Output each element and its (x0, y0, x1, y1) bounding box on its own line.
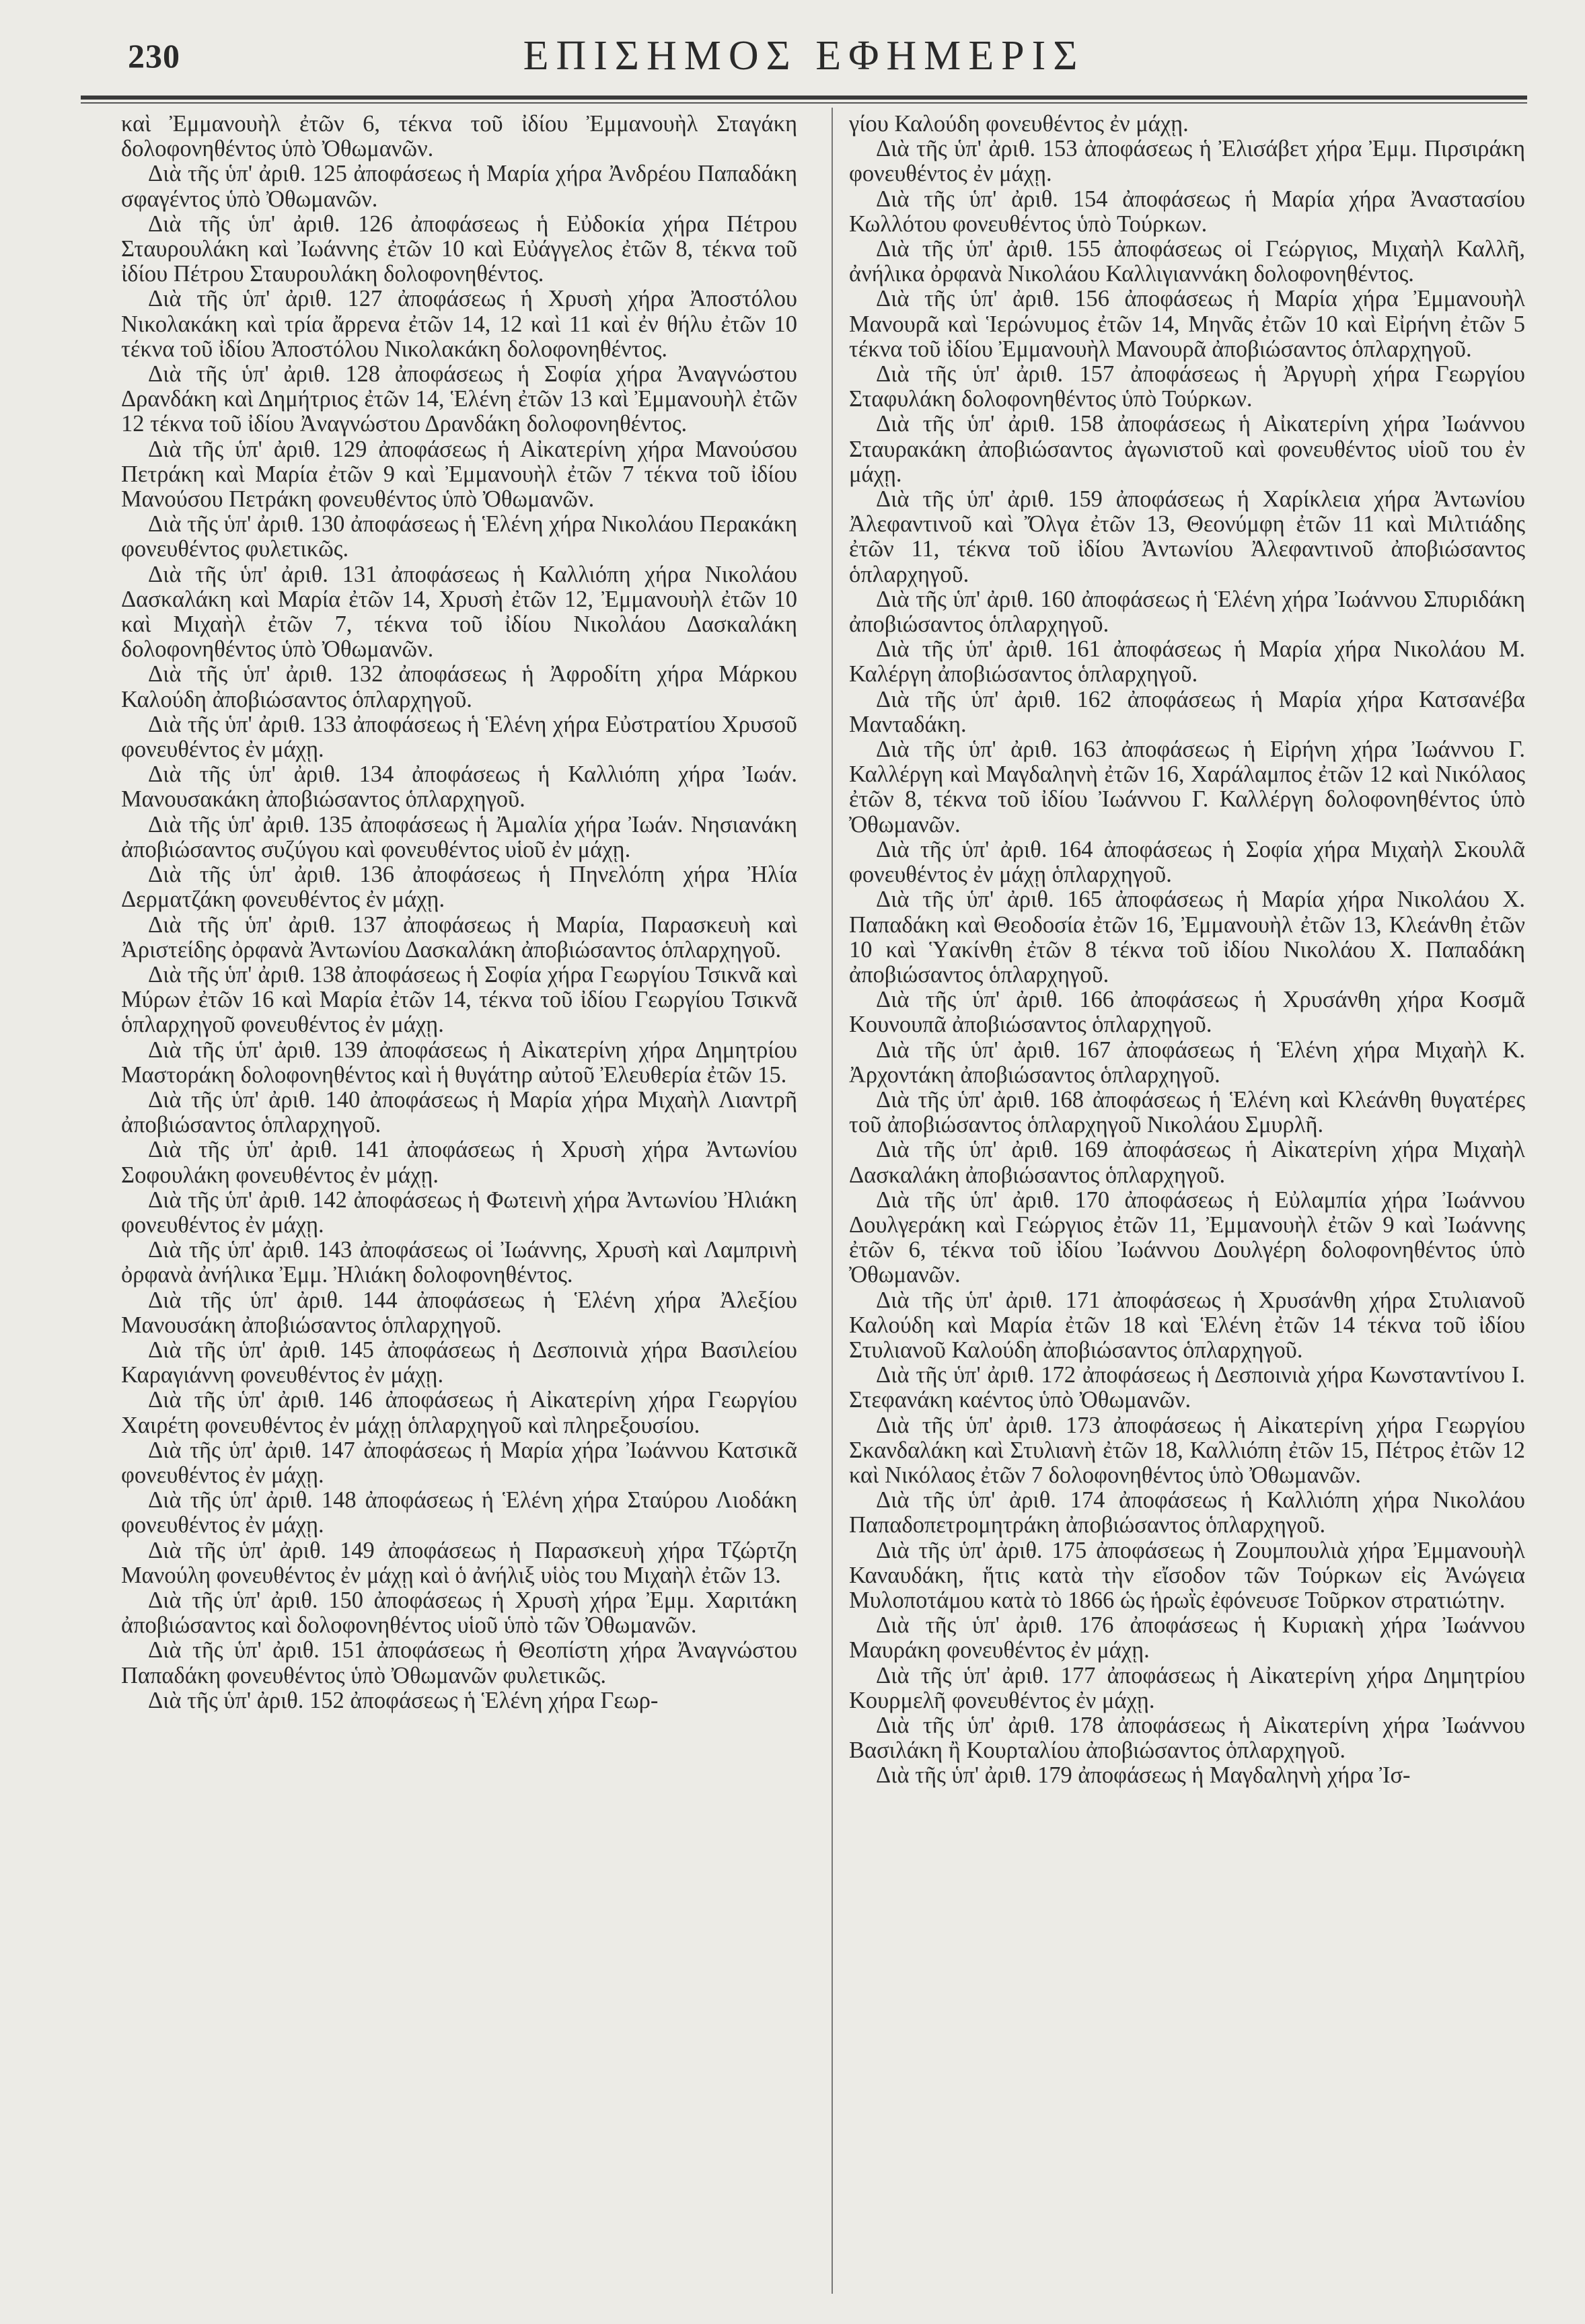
paragraph: Διὰ τῆς ὑπ' ἀριθ. 147 ἀποφάσεως ἡ Μαρία χήρα Ἰωάννου Κατσικᾶ φονευθέντος ἐν μάχῃ. (121, 1437, 797, 1488)
paragraph: Διὰ τῆς ὑπ' ἀριθ. 139 ἀποφάσεως ἡ Αἰκατερίνη χήρα Δημητρίου Μαστοράκη δολοφονηθέντος καὶ ἡ θυγάτηρ αὐτοῦ Ἐλευθερία ἐτῶν 15. (121, 1037, 797, 1088)
paragraph: Διὰ τῆς ὑπ' ἀριθ. 146 ἀποφάσεως ἡ Αἰκατερίνη χήρα Γεωργίου Χαιρέτη φονευθέντος ἐν μάχῃ ὁπλαρχηγοῦ καὶ πληρεξουσίου. (121, 1387, 797, 1438)
paragraph: Διὰ τῆς ὑπ' ἀριθ. 136 ἀποφάσεως ἡ Πηνελόπη χήρα Ἠλία Δερματζάκη φονευθέντος ἐν μάχῃ. (121, 862, 797, 913)
paragraph: Διὰ τῆς ὑπ' ἀριθ. 145 ἀποφάσεως ἡ Δεσποινιὰ χήρα Βασιλείου Καραγιάννη φονευθέντος ἐν μάχῃ. (121, 1337, 797, 1388)
paragraph: Διὰ τῆς ὑπ' ἀριθ. 128 ἀποφάσεως ἡ Σοφία χήρα Ἀναγνώστου Δρανδάκη καὶ Δημήτριος ἐτῶν 14, Ἑλένη ἐτῶν 13 καὶ Ἐμμανουὴλ ἐτῶν 12 τέκνα τοῦ ἰδίου Ἀναγνώστου Δρανδάκη δολοφονηθέντος. (121, 361, 797, 437)
paragraph: Διὰ τῆς ὑπ' ἀριθ. 163 ἀποφάσεως ἡ Εἰρήνη χήρα Ἰωάννου Γ. Καλλέργη καὶ Μαγδαληνὴ ἐτῶν 16, Χαράλαμπος ἐτῶν 12 καὶ Νικόλαος ἐτῶν 8, τέκνα τοῦ ἰδίου Ἰωάννου Γ. Καλλέργη δολοφονηθέντος ὑπὸ Ὀθωμανῶν. (849, 737, 1525, 837)
paragraph: Διὰ τῆς ὑπ' ἀριθ. 143 ἀποφάσεως οἱ Ἰωάννης, Χρυσὴ καὶ Λαμπρινὴ ὀρφανὰ ἀνήλικα Ἐμμ. Ἠλιάκη δολοφονηθέντος. (121, 1237, 797, 1288)
paragraph: Διὰ τῆς ὑπ' ἀριθ. 150 ἀποφάσεως ἡ Χρυσὴ χήρα Ἐμμ. Χαριτάκη ἀποβιώσαντος καὶ δολοφονηθέντος υἱοῦ ὑπὸ τῶν Ὀθωμανῶν. (121, 1587, 797, 1639)
paragraph: Διὰ τῆς ὑπ' ἀριθ. 156 ἀποφάσεως ἡ Μαρία χήρα Ἐμμανουὴλ Μανουρᾶ καὶ Ἱερώνυμος ἐτῶν 14, Μηνᾶς ἐτῶν 10 καὶ Εἰρήνη ἐτῶν 5 τέκνα τοῦ ἰδίου Ἐμμανουὴλ Μανουρᾶ ἀποβιώσαντος ὁπλαρχηγοῦ. (849, 286, 1525, 362)
paragraph: Διὰ τῆς ὑπ' ἀριθ. 162 ἀποφάσεως ἡ Μαρία χήρα Κατσανέβα Μανταδάκη. (849, 686, 1525, 737)
paragraph: Διὰ τῆς ὑπ' ἀριθ. 129 ἀποφάσεως ἡ Αἰκατερίνη χήρα Μανούσου Πετράκη καὶ Μαρία ἐτῶν 9 καὶ Ἐμμανουὴλ ἐτῶν 7 τέκνα τοῦ ἰδίου Μανούσου Πετράκη φονευθέντος ὑπὸ Ὀθωμανῶν. (121, 436, 797, 513)
page-header (81, 20, 1527, 94)
paragraph: Διὰ τῆς ὑπ' ἀριθ. 165 ἀποφάσεως ἡ Μαρία χήρα Νικολάου Χ. Παπαδάκη καὶ Θεοδοσία ἐτῶν 16, Ἐμμανουὴλ ἐτῶν 13, Κλεάνθη ἐτῶν 10 καὶ Ὑακίνθη ἐτῶν 8 τέκνα τοῦ ἰδίου Νικολάου Χ. Παπαδάκη ἀποβιώσαντος ὁπλαρχηγοῦ. (849, 887, 1525, 987)
paragraph: Διὰ τῆς ὑπ' ἀριθ. 176 ἀποφάσεως ἡ Κυριακὴ χήρα Ἰωάννου Μαυράκη φονευθέντος ἐν μάχῃ. (849, 1612, 1525, 1663)
paragraph: Διὰ τῆς ὑπ' ἀριθ. 138 ἀποφάσεως ἡ Σοφία χήρα Γεωργίου Τσικνᾶ καὶ Μύρων ἐτῶν 16 καὶ Μαρία ἐτῶν 14, τέκνα τοῦ ἰδίου Γεωργίου Τσικνᾶ ὁπλαρχηγοῦ φονευθέντος ἐν μάχῃ. (121, 961, 797, 1038)
paragraph: καὶ Ἐμμανουὴλ ἐτῶν 6, τέκνα τοῦ ἰδίου Ἐμμανουὴλ Σταγάκη δολοφονηθέντος ὑπὸ Ὀθωμανῶν. (121, 111, 797, 162)
column-divider (832, 108, 833, 2294)
paragraph: Διὰ τῆς ὑπ' ἀριθ. 125 ἀποφάσεως ἡ Μαρία χήρα Ἀνδρέου Παπαδάκη σφαγέντος ὑπὸ Ὀθωμανῶν. (121, 161, 797, 212)
paragraph: Διὰ τῆς ὑπ' ἀριθ. 159 ἀποφάσεως ἡ Χαρίκλεια χήρα Ἀντωνίου Ἀλεφαντινοῦ καὶ Ὄλγα ἐτῶν 13, Θεονύμφη ἐτῶν 11 καὶ Μιλτιάδης ἐτῶν 11, τέκνα τοῦ ἰδίου Ἀντωνίου Ἀλεφαντινοῦ ἀποβιώσαντος ὁπλαρχηγοῦ. (849, 486, 1525, 587)
paragraph: Διὰ τῆς ὑπ' ἀριθ. 144 ἀποφάσεως ἡ Ἑλένη χήρα Ἀλεξίου Μανουσάκη ἀποβιώσαντος ὁπλαρχηγοῦ. (121, 1287, 797, 1338)
paragraph: Διὰ τῆς ὑπ' ἀριθ. 158 ἀποφάσεως ἡ Αἰκατερίνη χήρα Ἰωάννου Σταυρακάκη ἀποβιώσαντος ἀγωνιστοῦ καὶ φονευθέντος υἱοῦ του ἐν μάχῃ. (849, 411, 1525, 487)
paragraph: Διὰ τῆς ὑπ' ἀριθ. 151 ἀποφάσεως ἡ Θεοπίστη χήρα Ἀναγνώστου Παπαδάκη φονευθέντος ὑπὸ Ὀθωμανῶν φυλετικῶς. (121, 1637, 797, 1688)
paragraph: Διὰ τῆς ὑπ' ἀριθ. 127 ἀποφάσεως ἡ Χρυσὴ χήρα Ἀποστόλου Νικολακάκη καὶ τρία ἄρρενα ἐτῶν 14, 12 καὶ 11 καὶ ἐν θήλυ ἐτῶν 10 τέκνα τοῦ ἰδίου Ἀποστόλου Νικολακάκη δολοφονηθέντος. (121, 286, 797, 362)
paragraph: Διὰ τῆς ὑπ' ἀριθ. 126 ἀποφάσεως ἡ Εὐδοκία χήρα Πέτρου Σταυρουλάκη καὶ Ἰωάννης ἐτῶν 10 καὶ Εὐάγγελος ἐτῶν 8, τέκνα τοῦ ἰδίου Πέτρου Σταυρουλάκη δολοφονηθέντος. (121, 211, 797, 287)
right-column (849, 112, 1525, 1789)
paragraph: Διὰ τῆς ὑπ' ἀριθ. 157 ἀποφάσεως ἡ Ἀργυρὴ χήρα Γεωργίου Σταφυλάκη δολοφονηθέντος ὑπὸ Τούρκων. (849, 361, 1525, 412)
paragraph: Διὰ τῆς ὑπ' ἀριθ. 169 ἀποφάσεως ἡ Αἰκατερίνη χήρα Μιχαὴλ Δασκαλάκη ἀποβιώσαντος ὁπλαρχηγοῦ. (849, 1137, 1525, 1188)
paragraph: Διὰ τῆς ὑπ' ἀριθ. 177 ἀποφάσεως ἡ Αἰκατερίνη χήρα Δημητρίου Κουρμελῆ φονευθέντος ἐν μάχῃ. (849, 1662, 1525, 1713)
header-rule-thin (81, 102, 1527, 104)
paragraph: Διὰ τῆς ὑπ' ἀριθ. 168 ἀποφάσεως ἡ Ἑλένη καὶ Κλεάνθη θυγατέρες τοῦ ἀποβιώσαντος ὁπλαρχηγοῦ Νικολάου Σμυρλῆ. (849, 1086, 1525, 1138)
paragraph: Διὰ τῆς ὑπ' ἀριθ. 142 ἀποφάσεως ἡ Φωτεινὴ χήρα Ἀντωνίου Ἠλιάκη φονευθέντος ἐν μάχῃ. (121, 1187, 797, 1238)
paragraph: γίου Καλούδη φονευθέντος ἐν μάχῃ. (849, 111, 1189, 137)
paragraph: Διὰ τῆς ὑπ' ἀριθ. 134 ἀποφάσεως ἡ Καλλιόπη χήρα Ἰωάν. Μανουσακάκη ἀποβιώσαντος ὁπλαρχηγοῦ. (121, 761, 797, 813)
paragraph: Διὰ τῆς ὑπ' ἀριθ. 140 ἀποφάσεως ἡ Μαρία χήρα Μιχαὴλ Λιαντρῆ ἀποβιώσαντος ὁπλαρχηγοῦ. (121, 1086, 797, 1138)
paragraph: Διὰ τῆς ὑπ' ἀριθ. 137 ἀποφάσεως ἡ Μαρία, Παρασκευὴ καὶ Ἀριστείδης ὀρφανὰ Ἀντωνίου Δασκαλάκη ἀποβιώσαντος ὁπλαρχηγοῦ. (121, 911, 797, 963)
paragraph: Διὰ τῆς ὑπ' ἀριθ. 148 ἀποφάσεως ἡ Ἑλένη χήρα Σταύρου Λιοδάκη φονευθέντος ἐν μάχῃ. (121, 1487, 797, 1538)
paragraph: Διὰ τῆς ὑπ' ἀριθ. 173 ἀποφάσεως ἡ Αἰκατερίνη χήρα Γεωργίου Σκανδαλάκη καὶ Στυλιανὴ ἐτῶν 18, Καλλιόπη ἐτῶν 15, Πέτρος ἐτῶν 12 καὶ Νικόλαος ἐτῶν 7 δολοφονηθέντος ὑπὸ Ὀθωμανῶν. (849, 1412, 1525, 1488)
paragraph: Διὰ τῆς ὑπ' ἀριθ. 160 ἀποφάσεως ἡ Ἑλένη χήρα Ἰωάννου Σπυριδάκη ἀποβιώσαντος ὁπλαρχηγοῦ. (849, 586, 1525, 638)
paragraph: Διὰ τῆς ὑπ' ἀριθ. 152 ἀποφάσεως ἡ Ἑλένη χήρα Γεωρ- (148, 1687, 659, 1713)
paragraph: Διὰ τῆς ὑπ' ἀριθ. 141 ἀποφάσεως ἡ Χρυσὴ χήρα Ἀντωνίου Σοφουλάκη φονευθέντος ἐν μάχῃ. (121, 1137, 797, 1188)
paragraph: Διὰ τῆς ὑπ' ἀριθ. 153 ἀποφάσεως ἡ Ἐλισάβετ χήρα Ἐμμ. Πιρσιράκη φονευθέντος ἐν μάχῃ. (849, 136, 1525, 187)
paragraph: Διὰ τῆς ὑπ' ἀριθ. 174 ἀποφάσεως ἡ Καλλιόπη χήρα Νικολάου Παπαδοπετρομητράκη ἀποβιώσαντος ὁπλαρχηγοῦ. (849, 1487, 1525, 1538)
paragraph: Διὰ τῆς ὑπ' ἀριθ. 170 ἀποφάσεως ἡ Εὐλαμπία χήρα Ἰωάννου Δουλγεράκη καὶ Γεώργιος ἐτῶν 11, Ἐμμανουὴλ ἐτῶν 9 καὶ Ἰωάννης ἐτῶν 6, τέκνα τοῦ ἰδίου Ἰωάννου Δουλγέρη δολοφονηθέντος ὑπὸ Ὀθωμανῶν. (849, 1187, 1525, 1288)
paragraph: Διὰ τῆς ὑπ' ἀριθ. 171 ἀποφάσεως ἡ Χρυσάνθη χήρα Στυλιανοῦ Καλούδη καὶ Μαρία ἐτῶν 18 καὶ Ἑλένη ἐτῶν 14 τέκνα τοῦ ἰδίου Στυλιανοῦ Καλούδη ἀποβιώσαντος ὁπλαρχηγοῦ. (849, 1287, 1525, 1363)
paragraph: Διὰ τῆς ὑπ' ἀριθ. 154 ἀποφάσεως ἡ Μαρία χήρα Ἀναστασίου Κωλλότου φονευθέντος ὑπὸ Τούρκων. (849, 186, 1525, 237)
page-number: 230 (128, 37, 180, 75)
paragraph: Διὰ τῆς ὑπ' ἀριθ. 133 ἀποφάσεως ἡ Ἑλένη χήρα Εὐστρατίου Χρυσοῦ φονευθέντος ἐν μάχῃ. (121, 711, 797, 763)
paragraph: Διὰ τῆς ὑπ' ἀριθ. 175 ἀποφάσεως ἡ Ζουμπουλιὰ χήρα Ἐμμανουὴλ Καναυδάκη, ἥτις κατὰ τὴν εἴσοδον τῶν Τούρκων εἰς Ἀνώγεια Μυλοποτάμου κατὰ τὸ 1866 ὡς ἡρωῒς ἐφόνευσε Τοῦρκον στρατιώτην. (849, 1537, 1525, 1613)
paragraph: Διὰ τῆς ὑπ' ἀριθ. 167 ἀποφάσεως ἡ Ἑλένη χήρα Μιχαὴλ Κ. Ἀρχοντάκη ἀποβιώσαντος ὁπλαρχηγοῦ. (849, 1037, 1525, 1088)
paragraph: Διὰ τῆς ὑπ' ἀριθ. 164 ἀποφάσεως ἡ Σοφία χήρα Μιχαὴλ Σκουλᾶ φονευθέντος ἐν μάχῃ ὁπλαρχηγοῦ. (849, 836, 1525, 888)
paragraph: Διὰ τῆς ὑπ' ἀριθ. 166 ἀποφάσεως ἡ Χρυσάνθη χήρα Κοσμᾶ Κουνουπᾶ ἀποβιώσαντος ὁπλαρχηγοῦ. (849, 987, 1525, 1038)
paragraph: Διὰ τῆς ὑπ' ἀριθ. 135 ἀποφάσεως ἡ Ἀμαλία χήρα Ἰωάν. Νησιανάκη ἀποβιώσαντος συζύγου καὶ φονευθέντος υἱοῦ ἐν μάχῃ. (121, 811, 797, 862)
paragraph: Διὰ τῆς ὑπ' ἀριθ. 179 ἀποφάσεως ἡ Μαγδαληνὴ χήρα Ἰσ- (876, 1762, 1411, 1789)
page-title: ΕΠΙΣΗΜΟΣ ΕΦΗΜΕΡΙΣ (523, 33, 1085, 79)
header-rule (81, 96, 1527, 100)
paragraph: Διὰ τῆς ὑπ' ἀριθ. 178 ἀποφάσεως ἡ Αἰκατερίνη χήρα Ἰωάννου Βασιλάκη ἢ Κουρταλίου ἀποβιώσαντος ὁπλαρχηγοῦ. (849, 1713, 1525, 1764)
paragraph: Διὰ τῆς ὑπ' ἀριθ. 155 ἀποφάσεως οἱ Γεώργιος, Μιχαὴλ Καλλῆ, ἀνήλικα ὀρφανὰ Νικολάου Καλλιγιαννάκη δολοφονηθέντος. (849, 236, 1525, 287)
paragraph: Διὰ τῆς ὑπ' ἀριθ. 149 ἀποφάσεως ἡ Παρασκευὴ χήρα Τζώρτζη Μανούλη φονευθέντος ἐν μάχῃ καὶ ὁ ἀνήλιξ υἱὸς του Μιχαὴλ ἐτῶν 13. (121, 1537, 797, 1588)
paragraph: Διὰ τῆς ὑπ' ἀριθ. 131 ἀποφάσεως ἡ Καλλιόπη χήρα Νικολάου Δασκαλάκη καὶ Μαρία ἐτῶν 14, Χρυσὴ ἐτῶν 12, Ἐμμανουὴλ ἐτῶν 10 καὶ Μιχαὴλ ἐτῶν 7, τέκνα τοῦ ἰδίου Νικολάου Δασκαλάκη δολοφονηθέντος ὑπὸ Ὀθωμανῶν. (121, 561, 797, 663)
left-column (121, 112, 797, 1713)
paragraph: Διὰ τῆς ὑπ' ἀριθ. 172 ἀποφάσεως ἡ Δεσποινιὰ χήρα Κωνσταντίνου Ι. Στεφανάκη καέντος ὑπὸ Ὀθωμανῶν. (849, 1362, 1525, 1413)
paragraph: Διὰ τῆς ὑπ' ἀριθ. 161 ἀποφάσεως ἡ Μαρία χήρα Νικολάου Μ. Καλέργη ἀποβιώσαντος ὁπλαρχηγοῦ. (849, 636, 1525, 687)
paragraph: Διὰ τῆς ὑπ' ἀριθ. 130 ἀποφάσεως ἡ Ἑλένη χήρα Νικολάου Περακάκη φονευθέντος φυλετικῶς. (121, 511, 797, 562)
paragraph: Διὰ τῆς ὑπ' ἀριθ. 132 ἀποφάσεως ἡ Ἀφροδίτη χήρα Μάρκου Καλούδη ἀποβιώσαντος ὁπλαρχηγοῦ. (121, 661, 797, 712)
